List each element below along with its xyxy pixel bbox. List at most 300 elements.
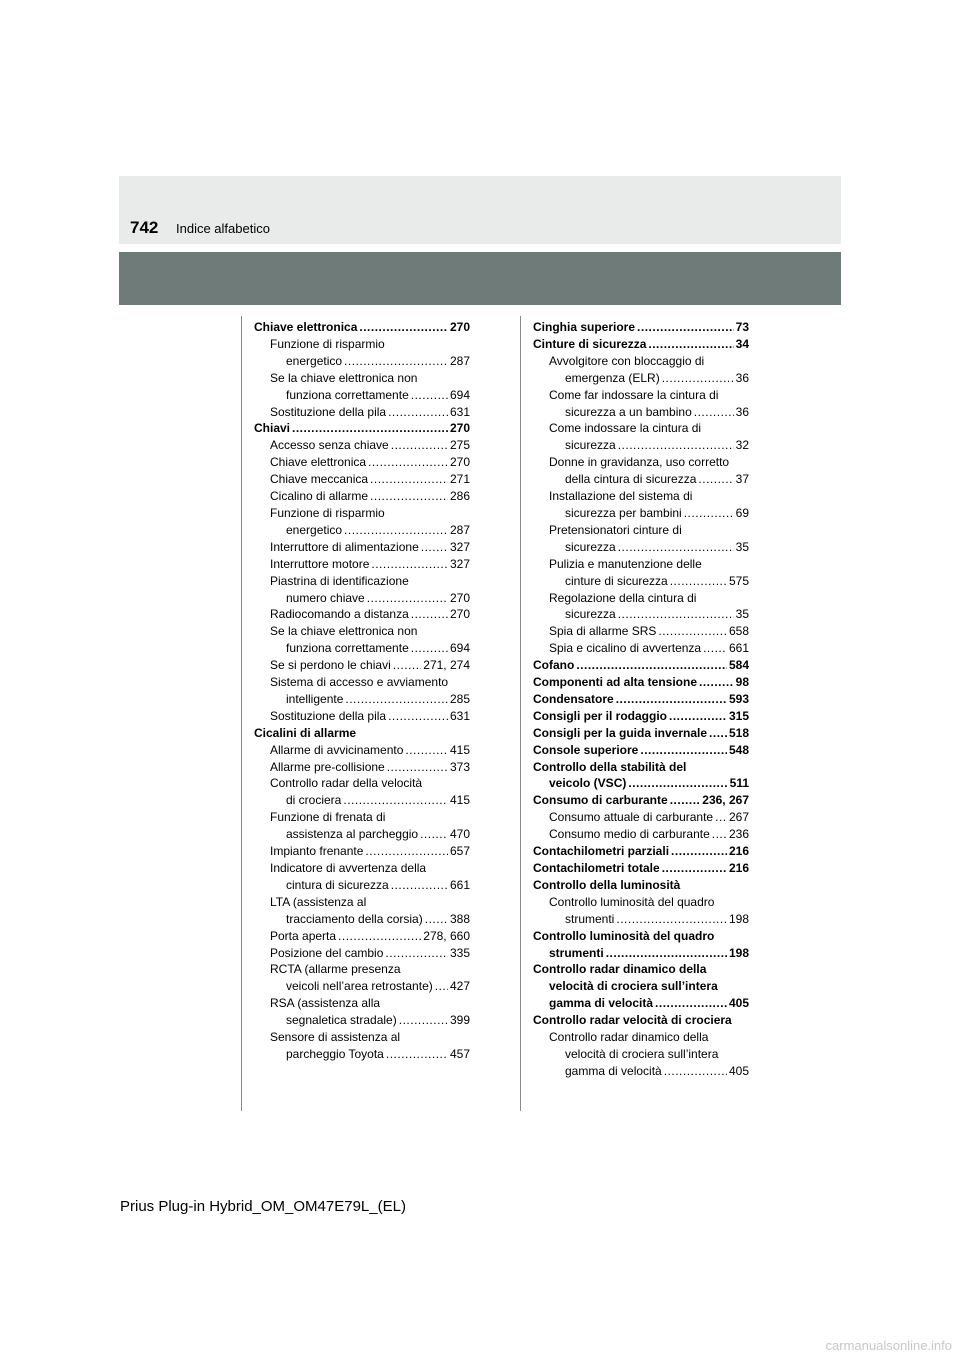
index-entry-page: 405 xyxy=(728,1063,749,1078)
index-entry-text: velocità di crociera sull’intera xyxy=(565,1046,719,1061)
index-entry-page: 415 xyxy=(449,742,470,757)
index-entry-text: Controllo luminosità del quadro xyxy=(533,928,715,943)
index-entry-text: Contachilometri totale xyxy=(533,861,660,875)
index-entry-text: sicurezza xyxy=(565,438,616,453)
index-entry xyxy=(254,522,470,539)
index-entry xyxy=(254,370,470,387)
index-entry-page: 470 xyxy=(449,827,470,842)
index-entry xyxy=(254,336,470,353)
index-entry xyxy=(533,995,749,1012)
index-entry-text: Consigli per la guida invernale xyxy=(533,725,708,740)
index-entry-text: Controllo radar velocità di crociera xyxy=(533,1013,732,1028)
dot-leader xyxy=(367,590,448,607)
index-entry-page: 593 xyxy=(728,691,749,706)
index-entry xyxy=(533,1063,749,1080)
index-entry-text: energetico xyxy=(286,353,343,368)
index-entry-text: Controllo della stabilità del xyxy=(533,759,687,774)
index-entry xyxy=(533,759,749,776)
index-entry-page: 286 xyxy=(449,489,470,504)
index-entry-text: sicurezza xyxy=(565,607,616,622)
dot-leader xyxy=(368,454,448,471)
dot-leader xyxy=(699,674,734,691)
index-entry-page: 575 xyxy=(728,573,749,588)
index-entry xyxy=(533,978,749,995)
index-entry-text: Installazione del sistema di xyxy=(549,489,693,504)
index-entry xyxy=(254,319,470,336)
right-column-divider xyxy=(520,316,521,1111)
index-entry-text: intelligente xyxy=(286,691,344,706)
dot-leader xyxy=(684,505,734,522)
dot-leader xyxy=(669,708,727,725)
index-entry-text: Sensore di assistenza al xyxy=(270,1030,401,1045)
index-entry-page: 658 xyxy=(728,624,749,639)
dot-leader xyxy=(338,928,421,945)
index-entry-text: funziona correttamente xyxy=(286,387,409,402)
index-entry xyxy=(533,961,749,978)
index-entry-page: 270 xyxy=(449,320,470,334)
index-entry xyxy=(533,1012,749,1029)
index-entry-page: 287 xyxy=(449,353,470,368)
index-entry xyxy=(254,437,470,454)
index-entry-text: Contachilometri parziali xyxy=(533,844,670,859)
index-entry xyxy=(533,336,749,353)
index-entry xyxy=(533,488,749,505)
index-entry-text: Se la chiave elettronica non xyxy=(270,370,418,385)
index-entry xyxy=(254,792,470,809)
index-entry-text: Regolazione della cintura di xyxy=(549,590,697,605)
dot-leader xyxy=(421,539,448,556)
index-entry-text: tracciamento della corsia) xyxy=(286,911,423,926)
index-entry-page: 35 xyxy=(735,539,749,554)
index-entry-text: segnaletica stradale) xyxy=(286,1013,397,1028)
dot-leader xyxy=(386,1046,448,1063)
index-entry-page: 661 xyxy=(728,641,749,656)
dot-leader xyxy=(616,691,727,708)
dot-leader xyxy=(387,759,448,776)
index-entry-text: Cofano xyxy=(533,658,575,673)
index-entry xyxy=(533,437,749,454)
index-entry xyxy=(254,590,470,607)
index-entry xyxy=(254,556,470,573)
index-entry xyxy=(254,606,470,623)
index-entry xyxy=(254,353,470,370)
index-column-right xyxy=(533,319,749,1080)
index-entry-page: 694 xyxy=(449,387,470,402)
index-entry-text: Consumo medio di carburante xyxy=(549,827,710,842)
dot-leader xyxy=(370,471,448,488)
index-entry-page: 270 xyxy=(449,590,470,605)
index-entry xyxy=(254,387,470,404)
index-entry-page: 275 xyxy=(449,438,470,453)
index-entry xyxy=(254,1012,470,1029)
index-entry-text: Radiocomando a distanza xyxy=(270,607,409,622)
index-entry xyxy=(254,725,470,742)
index-entry-page: 216 xyxy=(728,844,749,859)
index-entry-text: gamma di velocità xyxy=(565,1063,662,1078)
index-entry xyxy=(254,1029,470,1046)
index-entry xyxy=(533,370,749,387)
index-entry xyxy=(254,826,470,843)
index-entry xyxy=(533,1046,749,1063)
index-entry xyxy=(533,454,749,471)
index-entry-text: Spia di allarme SRS xyxy=(549,624,657,639)
index-entry-text: Posizione del cambio xyxy=(270,945,384,960)
index-entry xyxy=(254,843,470,860)
index-entry xyxy=(254,708,470,725)
watermark: carmanualsonline.info xyxy=(825,1338,952,1353)
index-entry-page: 270 xyxy=(449,421,470,436)
index-entry xyxy=(533,894,749,911)
index-entry-text: Controllo della luminosità xyxy=(533,877,681,892)
index-entry xyxy=(254,961,470,978)
dot-leader xyxy=(391,437,448,454)
dot-leader xyxy=(715,809,727,826)
dot-leader xyxy=(365,843,448,860)
index-entry-text: numero chiave xyxy=(286,590,365,605)
index-entry xyxy=(533,877,749,894)
index-entry-page: 69 xyxy=(735,505,749,520)
index-entry xyxy=(533,826,749,843)
index-entry-text: Consumo di carburante xyxy=(533,793,668,808)
index-entry-page: 198 xyxy=(728,911,749,926)
index-entry-text: Piastrina di identificazione xyxy=(270,573,409,588)
index-entry-text: Funzione di risparmio xyxy=(270,336,385,351)
dot-leader xyxy=(388,404,448,421)
dot-leader xyxy=(658,623,727,640)
index-entry-page: 36 xyxy=(735,370,749,385)
index-entry-text: Avvolgitore con bloccaggio di xyxy=(549,353,705,368)
index-column-left xyxy=(254,319,470,1063)
index-entry-page: 427 xyxy=(449,979,470,994)
index-entry xyxy=(533,843,749,860)
index-entry-page: 315 xyxy=(728,708,749,723)
index-entry-page: 32 xyxy=(735,438,749,453)
dot-leader xyxy=(709,725,727,742)
dot-leader xyxy=(606,945,727,962)
dot-leader xyxy=(637,319,734,336)
index-entry-page: 285 xyxy=(449,691,470,706)
index-entry-page: 278, 660 xyxy=(423,928,470,943)
dot-leader xyxy=(662,860,727,877)
index-entry-page: 36 xyxy=(735,404,749,419)
index-entry-text: Cinghia superiore xyxy=(533,320,636,334)
index-entry xyxy=(254,860,470,877)
index-entry-text: LTA (assistenza al xyxy=(270,894,367,909)
footer-document-id: Prius Plug-in Hybrid_OM_OM47E79L_(EL) xyxy=(120,1198,406,1215)
index-entry-text: Indicatore di avvertenza della xyxy=(270,861,427,875)
index-entry-text: funziona correttamente xyxy=(286,641,409,656)
index-entry-text: Interruttore motore xyxy=(270,556,370,571)
index-entry xyxy=(533,928,749,945)
index-entry-text: Sostituzione della pila xyxy=(270,708,387,723)
index-entry xyxy=(533,606,749,623)
index-entry xyxy=(533,353,749,370)
index-entry-text: Chiave elettronica xyxy=(254,320,358,334)
index-entry xyxy=(533,775,749,792)
index-entry-page: 73 xyxy=(735,320,749,334)
index-entry xyxy=(533,623,749,640)
dot-leader xyxy=(391,877,448,894)
index-entry-text: Spia e cicalino di avvertenza xyxy=(549,641,702,656)
dot-leader xyxy=(344,353,448,370)
index-entry xyxy=(254,742,470,759)
index-entry xyxy=(254,420,470,437)
index-entry xyxy=(254,488,470,505)
index-entry-text: Sostituzione della pila xyxy=(270,404,387,419)
index-entry-text: della cintura di sicurezza xyxy=(565,472,697,487)
index-entry xyxy=(533,539,749,556)
index-entry xyxy=(254,539,470,556)
index-entry-text: Cinture di sicurezza xyxy=(533,336,647,351)
index-entry xyxy=(533,725,749,742)
index-entry-page: 34 xyxy=(735,336,749,351)
index-entry-page: 457 xyxy=(449,1046,470,1061)
index-entry-text: Controllo radar dinamico della xyxy=(549,1030,709,1045)
dot-leader xyxy=(344,522,448,539)
index-entry-page: 405 xyxy=(728,996,749,1011)
index-entry-text: veicoli nell’area retrostante) xyxy=(286,979,433,994)
index-entry-page: 270 xyxy=(449,455,470,470)
dot-leader xyxy=(576,657,727,674)
index-entry-text: Console superiore xyxy=(533,742,639,757)
header-gray-bar xyxy=(119,252,841,305)
dot-leader xyxy=(616,911,727,928)
index-entry-text: Componenti ad alta tensione xyxy=(533,675,698,690)
index-entry-page: 236, 267 xyxy=(702,793,749,808)
dot-leader xyxy=(399,1012,448,1029)
dot-leader xyxy=(640,742,727,759)
dot-leader xyxy=(698,471,733,488)
index-entry-text: Consigli per il rodaggio xyxy=(533,708,668,723)
dot-leader xyxy=(393,657,422,674)
dot-leader xyxy=(618,539,734,556)
index-entry-text: Donne in gravidanza, uso corretto xyxy=(549,455,730,470)
dot-leader xyxy=(670,792,701,809)
dot-leader xyxy=(694,404,734,421)
index-entry-text: RSA (assistenza alla xyxy=(270,996,381,1011)
index-entry-text: sicurezza xyxy=(565,539,616,554)
dot-leader xyxy=(664,1063,727,1080)
index-entry-text: Sistema di accesso e avviamento xyxy=(270,675,449,690)
index-entry-text: assistenza al parcheggio xyxy=(286,827,419,842)
index-entry xyxy=(254,674,470,691)
section-title: Indice alfabetico xyxy=(176,221,270,236)
index-entry-page: 267 xyxy=(728,810,749,825)
index-entry-text: Chiave elettronica xyxy=(270,455,367,470)
index-entry-text: Controllo radar dinamico della xyxy=(533,962,707,977)
index-entry xyxy=(533,708,749,725)
index-entry xyxy=(533,674,749,691)
index-entry-text: strumenti xyxy=(565,911,615,926)
index-entry-page: 327 xyxy=(449,556,470,571)
index-entry-page: 98 xyxy=(735,675,749,690)
dot-leader xyxy=(411,387,448,404)
index-entry-text: Porta aperta xyxy=(270,928,337,943)
index-entry-page: 271 xyxy=(449,472,470,487)
index-entry xyxy=(533,945,749,962)
index-entry xyxy=(254,505,470,522)
index-entry xyxy=(254,928,470,945)
dot-leader xyxy=(388,708,448,725)
index-entry xyxy=(533,691,749,708)
index-entry-page: 373 xyxy=(449,759,470,774)
index-entry-page: 270 xyxy=(449,607,470,622)
index-entry-page: 335 xyxy=(449,945,470,960)
dot-leader xyxy=(671,843,727,860)
index-entry-page: 271, 274 xyxy=(423,658,470,673)
index-entry-text: Come far indossare la cintura di xyxy=(549,387,719,402)
index-entry-page: 548 xyxy=(728,742,749,757)
dot-leader xyxy=(405,742,448,759)
index-entry xyxy=(533,809,749,826)
dot-leader xyxy=(618,606,734,623)
index-entry-page: 399 xyxy=(449,1013,470,1028)
index-entry-text: velocità di crociera sull’intera xyxy=(549,979,718,994)
index-entry-text: sicurezza a un bambino xyxy=(565,404,692,419)
dot-leader xyxy=(712,826,727,843)
index-entry xyxy=(533,860,749,877)
index-entry-text: Controllo radar della velocità xyxy=(270,776,423,791)
index-entry xyxy=(254,573,470,590)
index-entry xyxy=(533,522,749,539)
dot-leader xyxy=(371,556,448,573)
index-entry-page: 216 xyxy=(728,861,749,875)
dot-leader xyxy=(385,945,448,962)
index-entry xyxy=(533,792,749,809)
index-entry-page: 511 xyxy=(729,776,749,791)
index-entry xyxy=(254,640,470,657)
dot-leader xyxy=(618,437,734,454)
index-entry-text: Allarme pre-collisione xyxy=(270,759,385,774)
index-entry xyxy=(533,640,749,657)
dot-leader xyxy=(435,978,448,995)
dot-leader xyxy=(345,691,448,708)
index-entry-text: energetico xyxy=(286,522,343,537)
page-number: 742 xyxy=(130,218,159,237)
index-entry-page: 287 xyxy=(449,522,470,537)
index-entry xyxy=(533,505,749,522)
index-entry-text: Come indossare la cintura di xyxy=(549,421,702,436)
index-entry-text: sicurezza per bambini xyxy=(565,505,682,520)
index-entry xyxy=(254,877,470,894)
index-entry-page: 198 xyxy=(728,945,749,960)
index-entry-page: 694 xyxy=(449,641,470,656)
index-entry-page: 327 xyxy=(449,539,470,554)
index-entry xyxy=(254,809,470,826)
index-entry-page: 657 xyxy=(449,844,470,859)
index-entry-page: 236 xyxy=(728,827,749,842)
dot-leader xyxy=(670,573,727,590)
index-entry-text: gamma di velocità xyxy=(549,996,654,1011)
dot-leader xyxy=(655,995,727,1012)
index-entry xyxy=(254,691,470,708)
dot-leader xyxy=(359,319,448,336)
index-entry-page: 518 xyxy=(728,725,749,740)
index-entry-text: cinture di sicurezza xyxy=(565,573,668,588)
index-entry-text: Accesso senza chiave xyxy=(270,438,389,453)
index-entry xyxy=(533,911,749,928)
index-entry xyxy=(533,573,749,590)
index-entry-page: 584 xyxy=(728,658,749,673)
dot-leader xyxy=(703,640,727,657)
index-entry-text: Impianto frenante xyxy=(270,844,364,859)
index-entry-text: Interruttore di alimentazione xyxy=(270,539,419,554)
dot-leader xyxy=(411,606,448,623)
dot-leader xyxy=(628,775,727,792)
dot-leader xyxy=(370,488,448,505)
dot-leader xyxy=(662,370,734,387)
index-entry xyxy=(533,1029,749,1046)
index-entry xyxy=(254,995,470,1012)
index-entry-text: Consumo attuale di carburante xyxy=(549,810,714,825)
index-entry-text: Controllo luminosità del quadro xyxy=(549,894,715,909)
index-entry xyxy=(254,978,470,995)
index-entry-text: Pulizia e manutenzione delle xyxy=(549,556,702,571)
index-entry xyxy=(533,556,749,573)
index-entry xyxy=(533,742,749,759)
index-entry-text: Se la chiave elettronica non xyxy=(270,624,418,639)
index-entry xyxy=(254,1046,470,1063)
index-entry xyxy=(254,454,470,471)
index-entry-text: Pretensionatori cinture di xyxy=(549,522,682,537)
index-entry-text: Cicalino di allarme xyxy=(270,489,369,504)
index-entry-page: 35 xyxy=(735,607,749,622)
index-entry-text: Chiavi xyxy=(254,421,291,436)
index-entry-text: Funzione di frenata di xyxy=(270,810,386,825)
dot-leader xyxy=(343,792,448,809)
index-entry xyxy=(533,319,749,336)
index-entry-page: 415 xyxy=(449,793,470,808)
index-entry-text: strumenti xyxy=(549,945,604,960)
index-entry-text: Condensatore xyxy=(533,691,614,706)
index-entry-text: Chiave meccanica xyxy=(270,472,369,487)
index-entry-text: parcheggio Toyota xyxy=(286,1046,384,1061)
index-entry-text: Funzione di risparmio xyxy=(270,505,385,520)
index-entry-page: 388 xyxy=(449,911,470,926)
index-entry xyxy=(533,471,749,488)
index-entry-text: emergenza (ELR) xyxy=(565,370,660,385)
index-entry xyxy=(533,590,749,607)
index-entry xyxy=(254,657,470,674)
dot-leader xyxy=(411,640,448,657)
index-entry xyxy=(254,894,470,911)
index-entry-page: 631 xyxy=(449,708,470,723)
index-entry xyxy=(533,387,749,404)
index-entry-page: 37 xyxy=(735,472,749,487)
index-entry-page: 661 xyxy=(449,877,470,892)
index-entry-text: veicolo (VSC) xyxy=(549,776,627,791)
index-entry xyxy=(254,471,470,488)
dot-leader xyxy=(648,336,733,353)
index-entry xyxy=(533,404,749,421)
index-entry xyxy=(254,911,470,928)
index-entry xyxy=(254,775,470,792)
index-entry-page: 631 xyxy=(449,404,470,419)
index-entry-text: Cicalini di allarme xyxy=(254,725,357,740)
dot-leader xyxy=(292,420,448,437)
index-entry xyxy=(254,759,470,776)
left-column-divider xyxy=(241,316,242,1111)
index-entry xyxy=(533,657,749,674)
index-entry-text: di crociera xyxy=(286,793,342,808)
index-entry-text: RCTA (allarme presenza xyxy=(270,962,401,977)
dot-leader xyxy=(420,826,448,843)
index-entry-text: Allarme di avvicinamento xyxy=(270,742,404,757)
index-entry xyxy=(254,404,470,421)
index-entry-text: cintura di sicurezza xyxy=(286,877,389,892)
index-entry-text: Se si perdono le chiavi xyxy=(270,658,391,673)
dot-leader xyxy=(425,911,448,928)
